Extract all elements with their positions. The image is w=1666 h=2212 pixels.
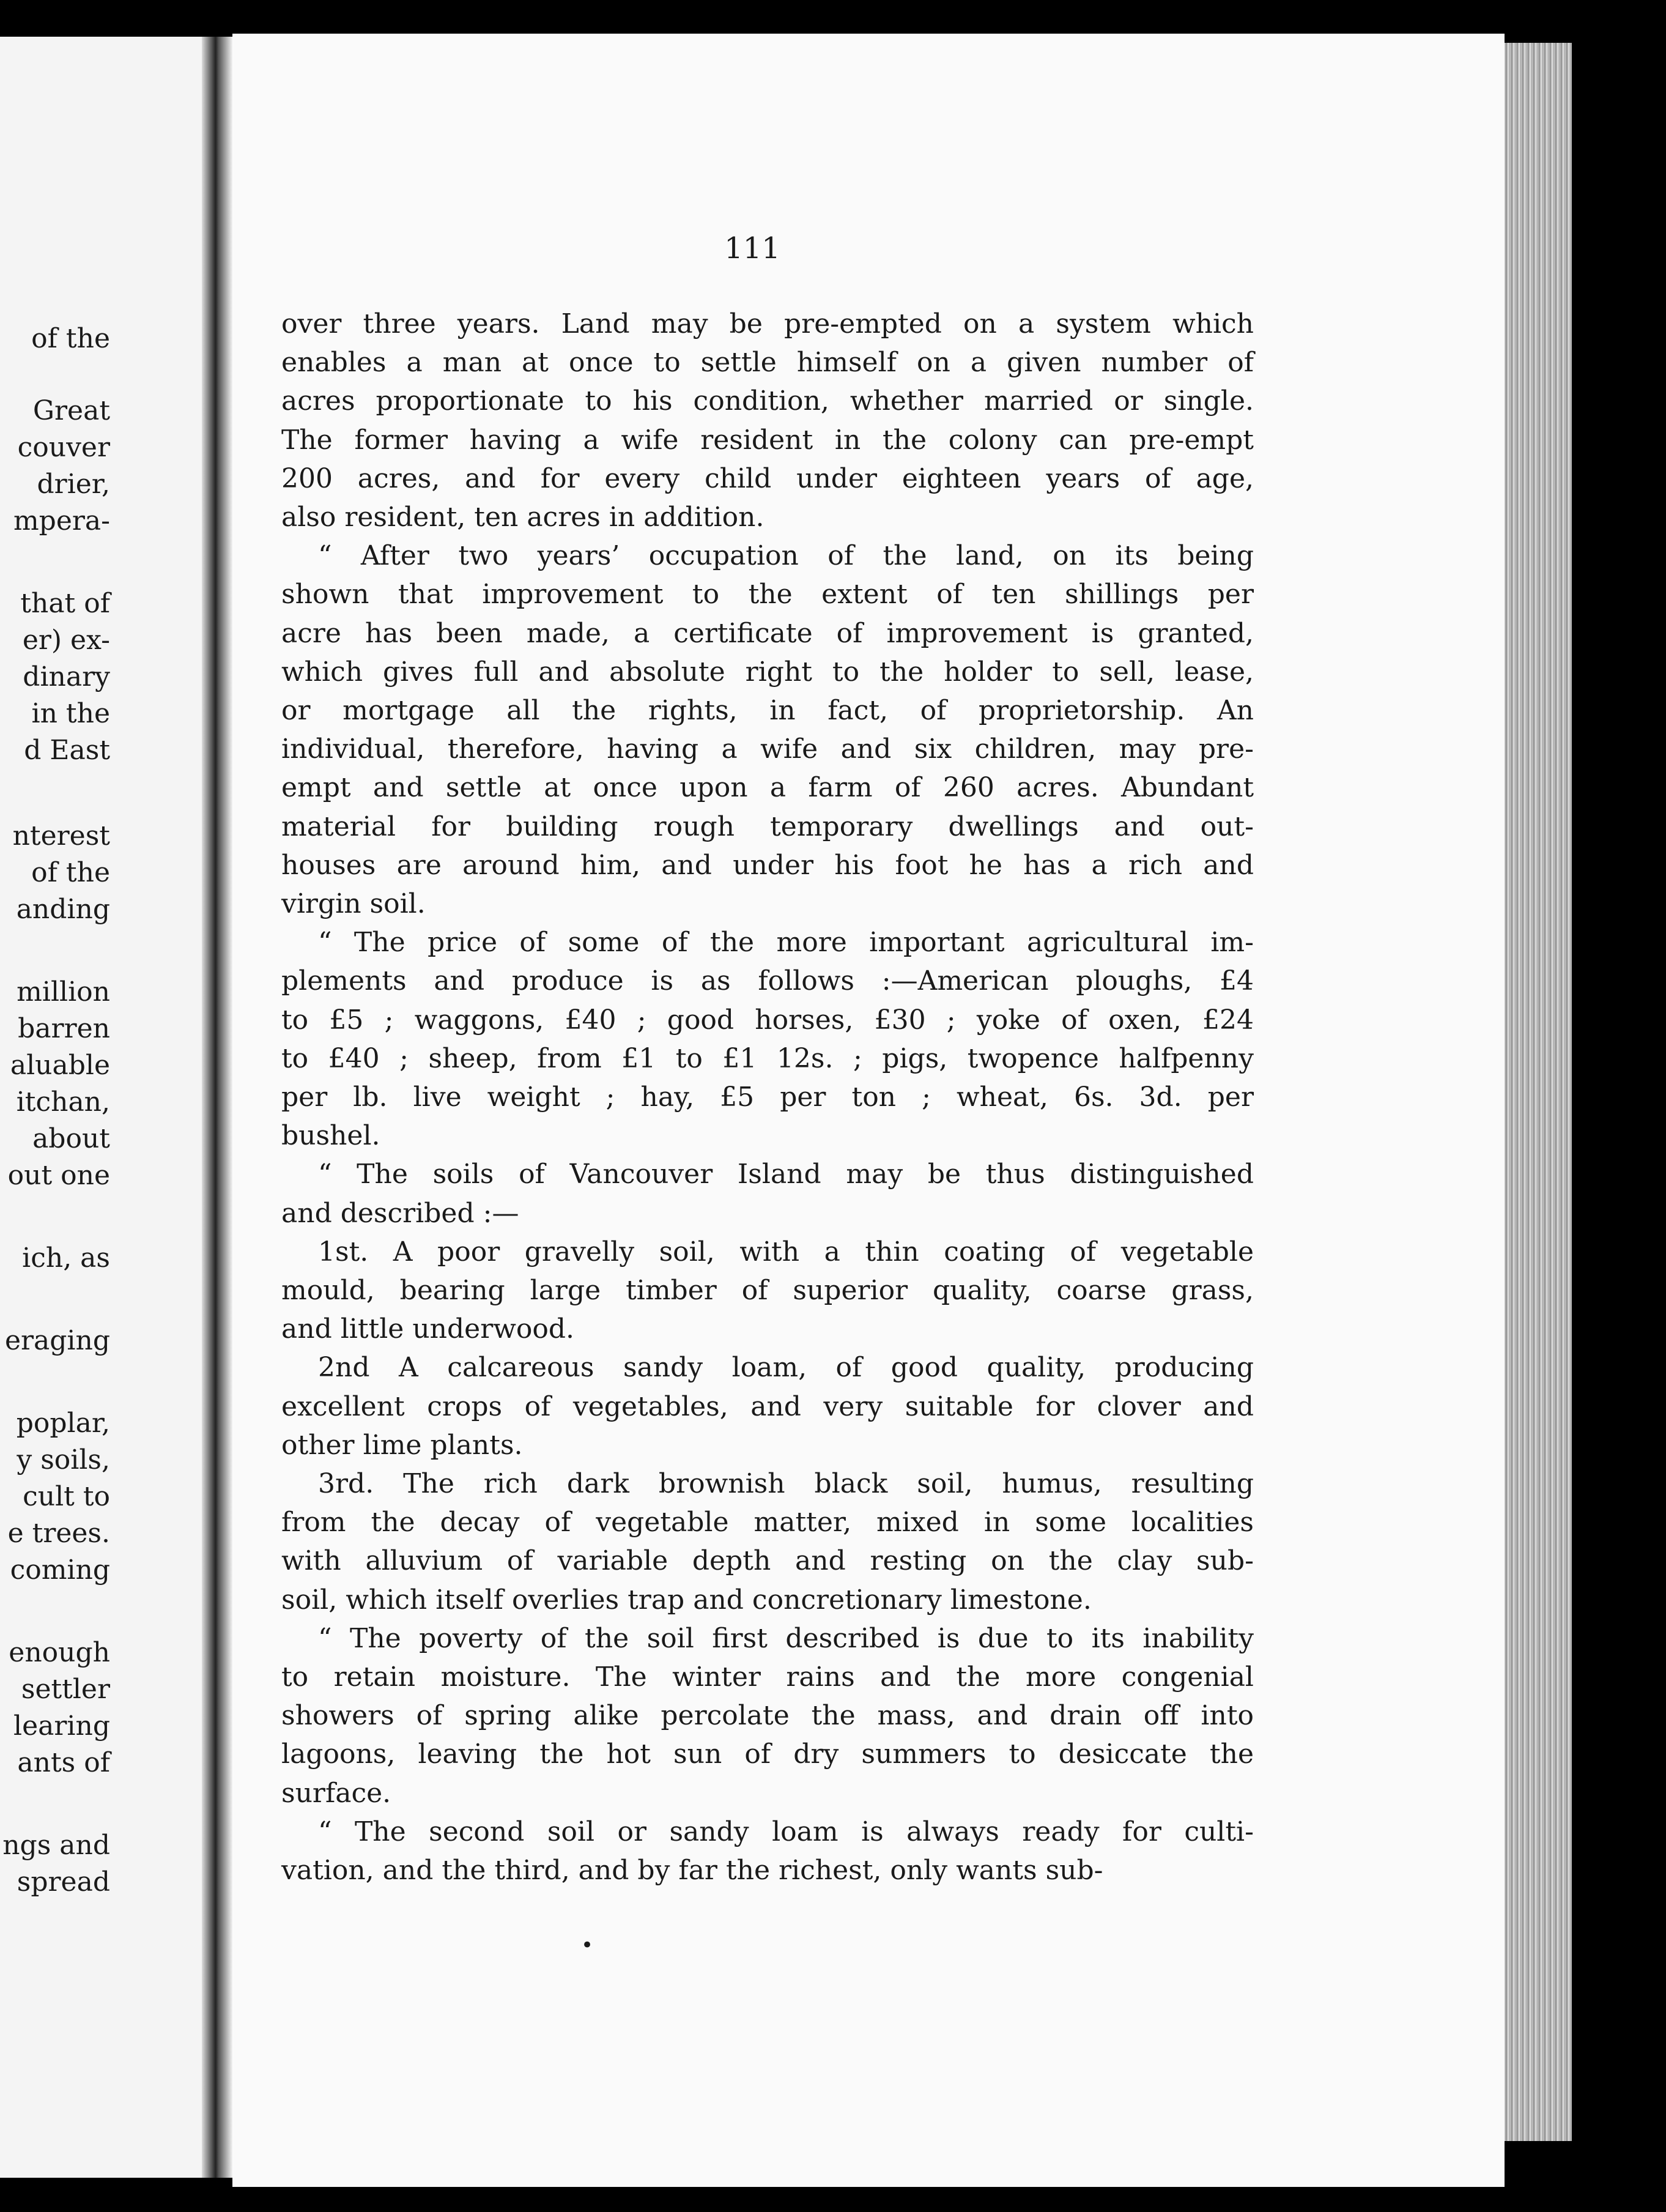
body-line: The former having a wife resident in the colony can pre-empt: [281, 425, 1254, 456]
page-number: 111: [724, 231, 780, 265]
left-page-fragment: nterest: [12, 820, 110, 852]
body-line: empt and settle at once upon a farm of 260 acres. Abundant: [281, 772, 1254, 803]
body-line: “ The soils of Vancouver Island may be thus distinguished: [318, 1159, 1254, 1190]
body-line: and described :—: [281, 1198, 519, 1229]
left-page-fragment: y soils,: [17, 1444, 110, 1475]
body-line: from the decay of vegetable matter, mixed in some localities: [281, 1507, 1254, 1538]
body-line: virgin soil.: [281, 888, 426, 919]
left-page-fragment: learing: [13, 1710, 110, 1742]
body-line: 2nd A calcareous sandy loam, of good quality, producing: [318, 1352, 1254, 1383]
body-line: surface.: [281, 1778, 391, 1809]
left-page-fragment: out one: [7, 1160, 110, 1191]
body-line: vation, and the third, and by far the richest, only wants sub-: [281, 1855, 1103, 1886]
left-page-fragment: ants of: [17, 1747, 110, 1778]
body-line: to retain moisture. The winter rains and the more congenial: [281, 1661, 1254, 1693]
body-line: “ After two years’ occupation of the land, on its being: [318, 540, 1254, 571]
left-page-fragment: that of: [20, 588, 110, 619]
body-line: houses are around him, and under his foot he has a rich and: [281, 850, 1254, 881]
left-page-fragment: er) ex-: [22, 625, 110, 656]
body-line: and little underwood.: [281, 1313, 575, 1345]
left-page-fragment: of the: [31, 323, 110, 354]
left-page-fragment: aluable: [10, 1050, 110, 1081]
left-page-fragment: couver: [17, 432, 110, 463]
left-page-fragment: itchan,: [16, 1086, 110, 1118]
body-line: acres proportionate to his condition, whether married or single.: [281, 385, 1254, 417]
body-line: excellent crops of vegetables, and very suitable for clover and: [281, 1391, 1254, 1422]
body-line: which gives full and absolute right to the holder to sell, lease,: [281, 656, 1254, 688]
body-line: per lb. live weight ; hay, £5 per ton ; wheat, 6s. 3d. per: [281, 1082, 1254, 1113]
body-line: material for building rough temporary dwellings and out-: [281, 811, 1254, 842]
left-page-fragment: eraging: [4, 1325, 110, 1356]
left-page-fragment: spread: [17, 1866, 110, 1898]
left-page-fragment: ich, as: [22, 1242, 110, 1274]
body-line: also resident, ten acres in addition.: [281, 502, 765, 533]
body-line: with alluvium of variable depth and resting on the clay sub-: [281, 1545, 1254, 1576]
left-page-fragment: settler: [21, 1674, 110, 1705]
body-line: “ The second soil or sandy loam is always ready for culti-: [318, 1816, 1254, 1847]
body-line: 3rd. The rich dark brownish black soil, humus, resulting: [318, 1468, 1254, 1499]
left-page-fragment: mpera-: [13, 505, 110, 536]
body-line: over three years. Land may be pre-empted on a system which: [281, 308, 1254, 340]
body-line: bushel.: [281, 1120, 380, 1151]
body-line: enables a man at once to settle himself on a given number of: [281, 347, 1254, 378]
left-page-fragment: anding: [16, 894, 110, 925]
body-line: individual, therefore, having a wife and six children, may pre-: [281, 733, 1254, 765]
left-page-fragment: cult to: [23, 1481, 110, 1512]
body-line: other lime plants.: [281, 1430, 523, 1461]
body-line: 200 acres, and for every child under eighteen years of age,: [281, 463, 1254, 494]
left-page-fragment: million: [17, 976, 110, 1008]
left-page-fragment: d East: [24, 735, 110, 766]
body-line: to £40 ; sheep, from £1 to £1 12s. ; pigs, twopence halfpenny: [281, 1043, 1254, 1074]
body-line: mould, bearing large timber of superior quality, coarse grass,: [281, 1275, 1254, 1306]
left-page-fragment: Great: [32, 395, 110, 426]
left-page-fragment: dinary: [23, 661, 110, 692]
left-page-fragment: poplar,: [16, 1408, 110, 1439]
body-line: or mortgage all the rights, in fact, of proprietorship. An: [281, 695, 1254, 726]
body-line: acre has been made, a certificate of improvement is granted,: [281, 618, 1254, 649]
body-line: “ The price of some of the more important agricultural im-: [318, 927, 1254, 958]
book-gutter: [202, 37, 232, 2178]
body-line: lagoons, leaving the hot sun of dry summers to desiccate the: [281, 1739, 1254, 1770]
body-line: plements and produce is as follows :—American ploughs, £4: [281, 965, 1254, 997]
left-page-fragment: of the: [31, 857, 110, 888]
left-page-fragment: in the: [31, 698, 110, 729]
body-line: 1st. A poor gravelly soil, with a thin coating of vegetable: [318, 1236, 1254, 1267]
page-edges: [1505, 43, 1572, 2141]
left-page-fragment: ngs and: [2, 1830, 110, 1861]
left-page-fragment: e trees.: [7, 1518, 110, 1549]
stray-mark: •: [581, 1933, 594, 1958]
left-page-fragment: enough: [9, 1637, 110, 1668]
left-page: [0, 37, 202, 2178]
left-page-fragment: coming: [10, 1554, 110, 1586]
body-line: “ The poverty of the soil first described is due to its inability: [318, 1623, 1254, 1654]
body-line: to £5 ; waggons, £40 ; good horses, £30 ; yoke of oxen, £24: [281, 1004, 1254, 1036]
left-page-fragment: barren: [18, 1013, 110, 1044]
body-line: soil, which itself overlies trap and concretionary limestone.: [281, 1584, 1092, 1616]
left-page-fragment: drier,: [37, 469, 110, 500]
left-page-fragment: about: [32, 1123, 110, 1154]
body-line: shown that improvement to the extent of ten shillings per: [281, 579, 1254, 610]
body-line: showers of spring alike percolate the mass, and drain off into: [281, 1700, 1254, 1731]
